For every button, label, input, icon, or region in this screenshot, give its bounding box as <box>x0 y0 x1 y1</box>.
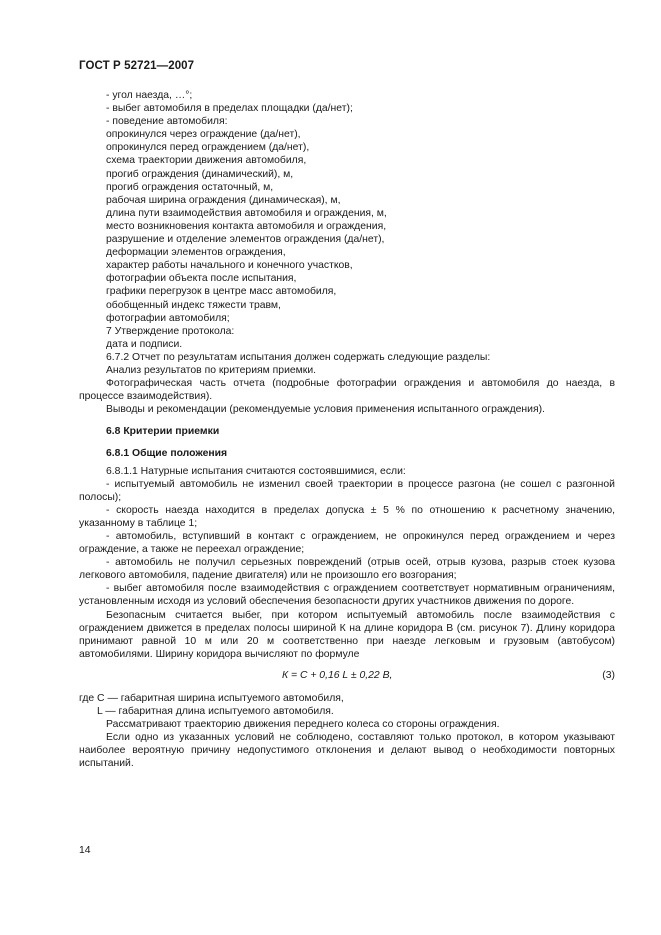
list-item: дата и подписи. <box>106 338 183 350</box>
list-item: деформации элементов ограждения, <box>106 247 286 259</box>
criteria-list <box>79 478 615 609</box>
page-body <box>79 89 615 771</box>
list-item: разрушение и отделение элементов ограждения (да/нет), <box>106 234 385 246</box>
list-item: обобщенный индекс тяжести травм, <box>106 299 281 311</box>
section-heading-6-8-1: 6.8.1 Общие положения <box>106 448 228 460</box>
list-item: длина пути взаимодействия автомобиля и ограждения, м, <box>106 207 387 219</box>
list-item: прогиб ограждения остаточный, м, <box>106 181 274 193</box>
list-item: графики перегрузок в центре масс автомобиля, <box>106 286 337 298</box>
criteria-item: - выбег автомобиля после взаимодействия с ограждением соответствует нормативным ограничениям, установленным исходя из условий обеспечения безопасности других участников движения по дороге. <box>79 583 615 608</box>
paragraph-safe-runout: Безопасным считается выбег, при котором испытуемый автомобиль после взаимодействия с ограждением движется в пределах полосы шириной К на длине коридора В (см. рисунок 7). Длину коридора принимают равной 10 м или 20 м соответственно при наезде легковым и грузовым (автобусом) автомобилями. Ширину коридора вычисляют по формуле <box>79 609 615 660</box>
paragraph-672: 6.7.2 Отчет по результатам испытания должен содержать следующие разделы: <box>106 351 491 363</box>
list-item: - выбег автомобиля в пределах площадки (да/нет); <box>106 103 353 115</box>
formula-number: (3) <box>602 669 615 681</box>
paragraph-conclusions: Выводы и рекомендации (рекомендуемые условия применения испытанного ограждения). <box>106 404 545 416</box>
where-l: L — габаритная длина испытуемого автомобиля. <box>97 706 334 718</box>
protocol-contents-list <box>79 89 615 351</box>
page-number: 14 <box>79 845 91 856</box>
paragraph-photo: Фотографическая часть отчета (подробные фотографии ограждения и автомобиля до наезда, в процессе взаимодействия). <box>79 378 615 403</box>
criteria-item: - автомобиль, вступивший в контакт с ограждением, не опрокинулся перед ограждением и через ограждение, а также не переехал ограждение; <box>79 531 615 556</box>
list-item: рабочая ширина ограждения (динамическая), м, <box>106 194 341 206</box>
list-item: опрокинулся перед ограждением (да/нет), <box>106 142 310 154</box>
list-item: опрокинулся через ограждение (да/нет), <box>106 129 301 141</box>
list-item: - поведение автомобиля: <box>106 116 228 128</box>
list-item: фотографии автомобиля; <box>106 312 230 324</box>
criteria-item: - испытуемый автомобиль не изменил своей траектории в процессе разгона (не сошел с разгонной полосы); <box>79 478 615 503</box>
list-item: фотографии объекта после испытания, <box>106 273 297 285</box>
list-item: прогиб ограждения (динамический), м, <box>106 168 294 180</box>
formula-expression: К = С + 0,16 L ± 0,22 В, <box>282 669 393 681</box>
formula-3 <box>79 669 615 683</box>
list-item: место возникновения контакта автомобиля и ограждения, <box>106 220 387 232</box>
paragraph-trajectory: Рассматривают траекторию движения переднего колеса со стороны ограждения. <box>106 719 500 731</box>
paragraph-failure: Если одно из указанных условий не соблюдено, составляют только протокол, в котором указывают наиболее вероятную причину недопустимого отклонения и делают вывод о необходимости повторных испытаний. <box>79 732 615 770</box>
list-item: характер работы начального и конечного участков, <box>106 260 353 272</box>
list-item: схема траектории движения автомобиля, <box>106 155 307 167</box>
list-item: - угол наезда, …°; <box>106 90 193 101</box>
where-c: где С — габаритная ширина испытуемого автомобиля, <box>79 692 344 704</box>
paragraph-analysis: Анализ результатов по критериям приемки. <box>106 364 317 376</box>
paragraph-6811: 6.8.1.1 Натурные испытания считаются состоявшимися, если: <box>106 465 406 477</box>
document-header: ГОСТ Р 52721—2007 <box>79 60 195 72</box>
criteria-item: - скорость наезда находится в пределах допуска ± 5 % по отношению к расчетному значению, указанному в таблице 1; <box>79 504 615 529</box>
criteria-item: - автомобиль не получил серьезных повреждений (отрыв осей, отрыв кузова, разрыв стоек кузова легкового автомобиля, падение двигателя) или не произошло его возгорания; <box>79 557 615 582</box>
list-item: 7 Утверждение протокола: <box>106 325 235 337</box>
section-heading-6-8: 6.8 Критерии приемки <box>106 426 220 438</box>
